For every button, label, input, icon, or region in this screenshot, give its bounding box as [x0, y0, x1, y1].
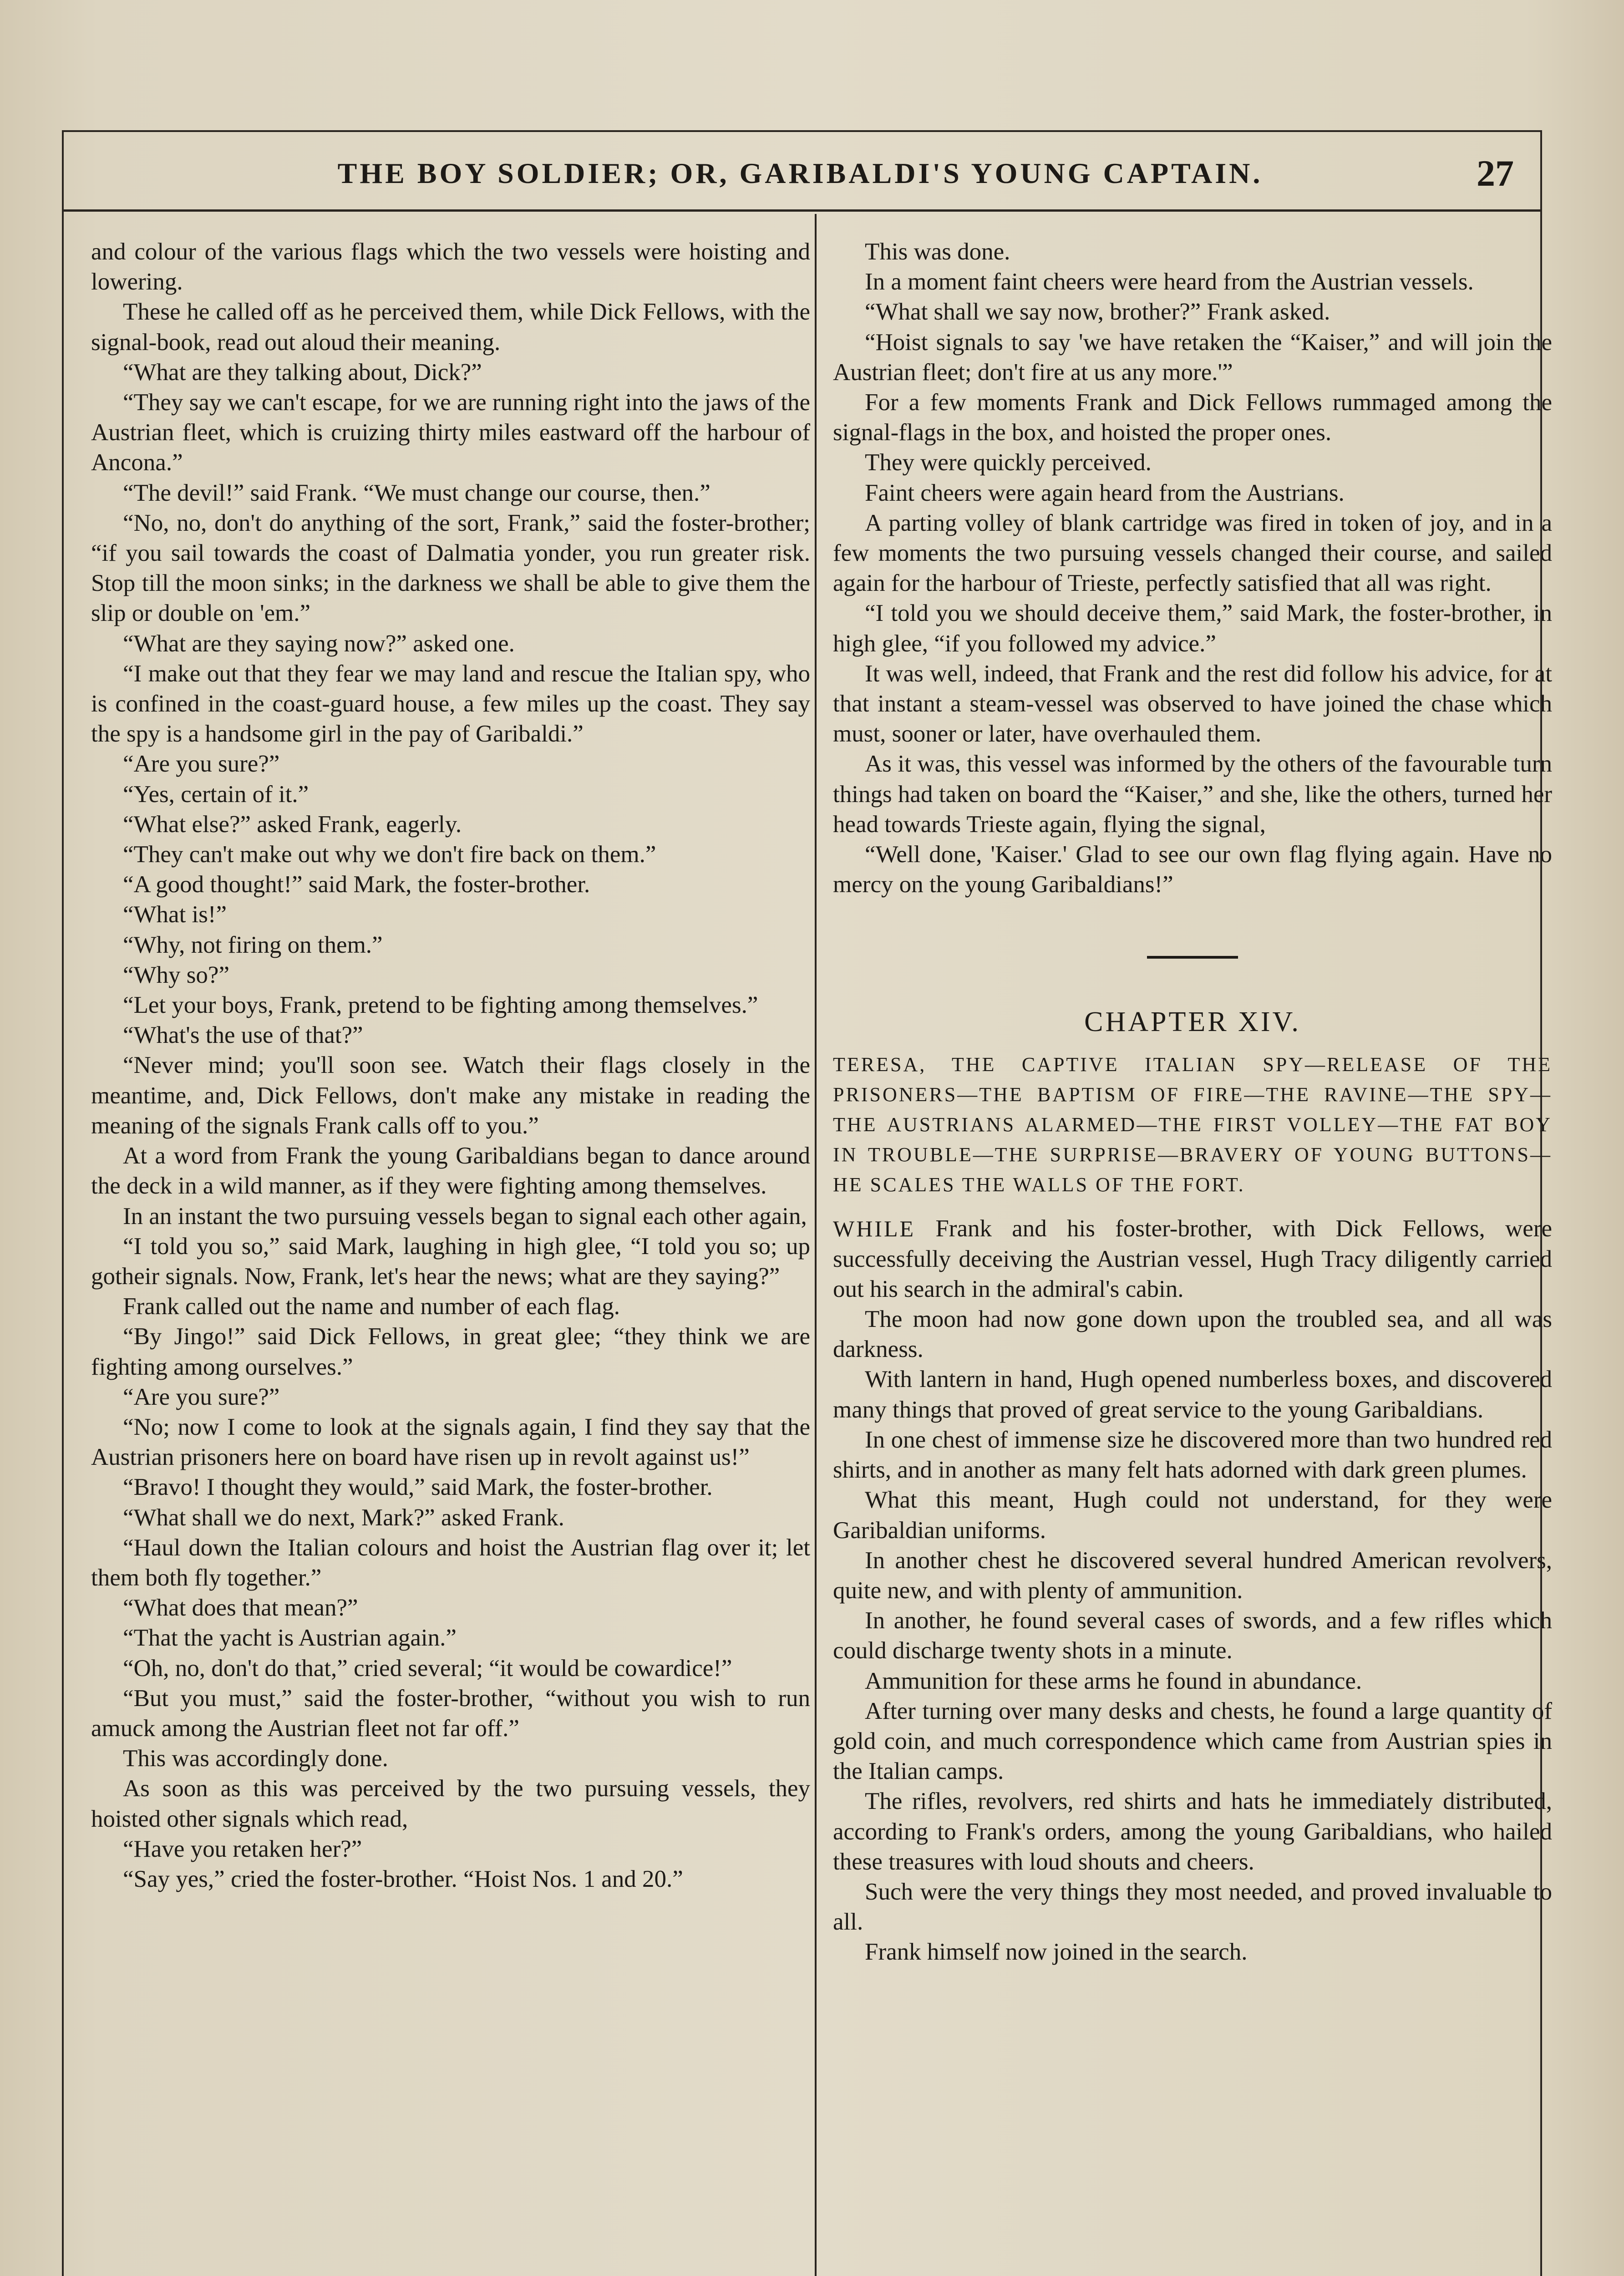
paragraph: This was done. [865, 239, 1010, 265]
paragraph: In another chest he discovered several hundred American revolvers, quite new, and with plenty of ammunition. [833, 1547, 1552, 1604]
paragraph: “No; now I come to look at the signals again, I find they say that the Austrian prisoners here on board have risen up in revolt against us!” [91, 1413, 810, 1471]
running-header [62, 150, 1538, 200]
paragraph: “Yes, certain of it.” [123, 781, 309, 808]
paragraph: These he called off as he perceived them, while Dick Fellows, with the signal-book, read out aloud their meaning. [91, 299, 810, 356]
paragraph: “No, no, don't do anything of the sort, Frank,” said the foster-brother; “if you sail towards the coast of Dalmatia yonder, you run greater risk. Stop till the moon sinks; in the darkness we shall be able to give them the slip or double on 'em.” [91, 509, 810, 627]
paragraph: “Are you sure?” [123, 751, 280, 777]
paragraph: “What shall we do next, Mark?” asked Frank. [123, 1504, 564, 1531]
paragraph: After turning over many desks and chests, he found a large quantity of gold coin, and much correspondence which came from Austrian spies in the Italian camps. [833, 1697, 1552, 1785]
paragraph: “That the yacht is Austrian again.” [123, 1625, 457, 1651]
paragraph: In a moment faint cheers were heard from the Austrian vessels. [865, 269, 1474, 295]
opening-word: WHILE [833, 1216, 916, 1242]
paragraph: The rifles, revolvers, red shirts and hats he immediately distributed, according to Frank's orders, among the young Garibaldians, who hailed these treasures with loud shouts and cheers. [833, 1788, 1552, 1875]
chapter-separator-rule [1147, 956, 1238, 959]
paragraph: Such were the very things they most needed, and proved invaluable to all. [833, 1878, 1552, 1936]
paragraph: “Bravo! I thought they would,” said Mark, the foster-brother. [123, 1474, 713, 1501]
paragraph: “What shall we say now, brother?” Frank asked. [865, 299, 1330, 325]
paragraph: “What are they saying now?” asked one. [123, 630, 515, 657]
paragraph: Ammunition for these arms he found in abundance. [865, 1667, 1362, 1694]
paragraph: “Why so?” [123, 961, 229, 988]
paragraph: “What's the use of that?” [123, 1022, 363, 1049]
right-column [833, 237, 1552, 1967]
paragraph: “What is!” [123, 901, 227, 928]
paragraph: “What else?” asked Frank, eagerly. [123, 811, 462, 838]
paragraph: This was accordingly done. [123, 1745, 388, 1772]
header-rule [62, 209, 1542, 212]
paragraph: In an instant the two pursuing vessels began to signal each other again, [123, 1203, 807, 1229]
paragraph: As soon as this was perceived by the two pursuing vessels, they hoisted other signals which read, [91, 1775, 810, 1832]
paragraph: “They say we can't escape, for we are running right into the jaws of the Austrian fleet, which is cruizing thirty miles eastward off the harbour of Ancona.” [91, 389, 810, 476]
paragraph: “Never mind; you'll soon see. Watch their flags closely in the meantime, and, Dick Fellows, don't make any mistake in reading the meaning of the signals Frank calls off to you.” [91, 1052, 810, 1139]
paragraph: “I told you we should deceive them,” said Mark, the foster-brother, in high glee, “if you followed my advice.” [833, 600, 1552, 657]
paragraph: In another, he found several cases of swords, and a few rifles which could discharge twenty shots in a minute. [833, 1607, 1552, 1664]
paragraph: At a word from Frank the young Garibaldians began to dance around the deck in a wild manner, as if they were fighting among themselves. [91, 1143, 810, 1199]
paragraph: “The devil!” said Frank. “We must change our course, then.” [123, 479, 710, 506]
paragraph: For a few moments Frank and Dick Fellows rummaged among the signal-flags in the box, and hoisted the proper ones. [833, 389, 1552, 446]
paragraph: Frank called out the name and number of each flag. [123, 1293, 620, 1320]
left-column [91, 237, 810, 1894]
paragraph: “I make out that they fear we may land and rescue the Italian spy, who is confined in the coast-guard house, a few miles up the coast. They say the spy is a handsome girl in the pay of Garibaldi.” [91, 660, 810, 747]
paragraph: Frank himself now joined in the search. [865, 1939, 1248, 1966]
paragraph: In one chest of immense size he discovered more than two hundred red shirts, and in another as many felt hats adorned with dark green plumes. [833, 1426, 1552, 1483]
column-divider [815, 214, 817, 2276]
paragraph: “Oh, no, don't do that,” cried several; “it would be cowardice!” [123, 1655, 732, 1682]
chapter-summary: TERESA, THE CAPTIVE ITALIAN SPY—RELEASE OF THE PRISONERS—THE BAPTISM OF FIRE—THE RAVINE—THE SPY—THE AUSTRIANS ALARMED—THE FIRST VOLLEY—THE FAT BOY IN TROUBLE—THE SURPRISE—BRAVERY OF YOUNG BUTTONS—HE SCALES THE WALLS OF THE FORT. [833, 1053, 1552, 1196]
page-number: 27 [1477, 152, 1514, 194]
paragraph: “Hoist signals to say 'we have retaken the “Kaiser,” and will join the Austrian fleet; don't fire at us any more.'” [833, 329, 1552, 386]
paragraph: “Have you retaken her?” [123, 1835, 362, 1862]
paragraph: “They can't make out why we don't fire back on them.” [123, 841, 656, 868]
paragraph: They were quickly perceived. [865, 449, 1152, 476]
paragraph: “A good thought!” said Mark, the foster-brother. [123, 871, 590, 898]
paragraph: “Why, not firing on them.” [123, 931, 383, 958]
chapter-opening-paragraph [833, 1214, 1552, 1304]
paragraph: “But you must,” said the foster-brother, “without you wish to run amuck among the Austrian fleet not far off.” [91, 1685, 810, 1742]
paragraph: “I told you so,” said Mark, laughing in high glee, “I told you so; up gotheir signals. Now, Frank, let's hear the news; what are they saying?” [91, 1233, 810, 1290]
paragraph: “Well done, 'Kaiser.' Glad to see our own flag flying again. Have no mercy on the young Garibaldians!” [833, 841, 1552, 898]
paragraph: Faint cheers were again heard from the Austrians. [865, 479, 1345, 506]
paragraph: and colour of the various flags which the two vessels were hoisting and lowering. [91, 239, 810, 295]
paragraph: “What does that mean?” [123, 1595, 358, 1621]
paragraph: “By Jingo!” said Dick Fellows, in great glee; “they think we are fighting among ourselves.” [91, 1323, 810, 1380]
chapter-heading: CHAPTER XIV. [1084, 1006, 1301, 1038]
paragraph: The moon had now gone down upon the troubled sea, and all was darkness. [833, 1306, 1552, 1363]
paragraph: A parting volley of blank cartridge was fired in token of joy, and in a few moments the two pursuing vessels changed their course, and sailed again for the harbour of Trieste, perfectly satisfied that all was right. [833, 509, 1552, 597]
paragraph: “Let your boys, Frank, pretend to be fighting among themselves.” [123, 992, 758, 1019]
running-title: THE BOY SOLDIER; OR, GARIBALDI'S YOUNG CAPTAIN. [337, 157, 1263, 189]
paragraph: It was well, indeed, that Frank and the rest did follow his advice, for at that instant a steam-vessel was observed to have joined the chase which must, sooner or later, have overhauled them. [833, 660, 1552, 747]
paragraph: What this meant, Hugh could not understand, for they were Garibaldian uniforms. [833, 1487, 1552, 1544]
paragraph: With lantern in hand, Hugh opened numberless boxes, and discovered many things that proved of great service to the young Garibaldians. [833, 1366, 1552, 1423]
paragraph: “Say yes,” cried the foster-brother. “Hoist Nos. 1 and 20.” [123, 1865, 683, 1892]
paragraph: As it was, this vessel was informed by the others of the favourable turn things had taken on board the “Kaiser,” and she, like the others, turned her head towards Trieste again, flying the signal, [833, 751, 1552, 838]
paragraph: “Are you sure?” [123, 1383, 280, 1410]
paragraph: “What are they talking about, Dick?” [123, 359, 482, 386]
paragraph: “Haul down the Italian colours and hoist the Austrian flag over it; let them both fly together.” [91, 1534, 810, 1591]
opening-text: Frank and his foster-brother, with Dick Fellows, were successfully deceiving the Austrian vessel, Hugh Tracy diligently carried out his search in the admiral's cabin. [833, 1215, 1552, 1302]
